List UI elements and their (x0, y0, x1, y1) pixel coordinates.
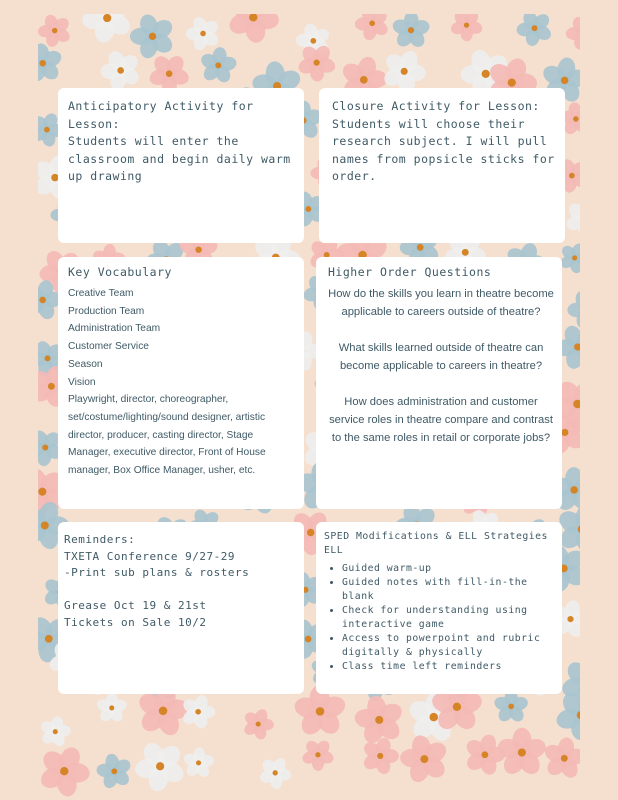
reminders-card (58, 522, 304, 694)
flower (96, 752, 133, 790)
flower (564, 199, 580, 238)
flower (242, 707, 274, 740)
sped-item: • Guided warm-up (342, 562, 554, 576)
flower (542, 736, 580, 780)
reminder-line (64, 582, 294, 599)
flower (258, 756, 292, 790)
reminder-line: TXETA Conference 9/27-29 (64, 549, 235, 563)
flower (182, 747, 215, 779)
vocabulary-title: Key Vocabulary (68, 265, 172, 279)
vocabulary-term: Production Team (68, 305, 145, 317)
flower (38, 42, 64, 84)
vocabulary-roles: Playwright, director, choreographer, set/costume/lighting/sound designer, artistic director, producer, casting director, Stage Manager, executive director, Front of House manager, Box Office Manager, usher, etc. (68, 394, 266, 477)
higher-order-questions-card (316, 257, 562, 509)
anticipatory-activity-card (58, 88, 304, 243)
flower (226, 14, 280, 44)
question-item: How do the skills you learn in theatre become applicable to careers outside of theatre? (328, 288, 554, 318)
flower (301, 738, 335, 771)
flower (199, 46, 238, 85)
closure-title: Closure Activity for Lesson: (332, 99, 540, 113)
vocabulary-term: Creative Team (68, 288, 134, 299)
reminders-title: Reminders: (64, 533, 136, 546)
anticipatory-title: Anticipatory Activity for Lesson: (68, 99, 254, 131)
flower (495, 728, 548, 779)
flower (130, 14, 176, 61)
flower (134, 739, 187, 792)
reminder-line: Grease Oct 19 & 21st (64, 599, 207, 612)
vocabulary-list (68, 285, 296, 391)
flower (38, 14, 72, 48)
flower (463, 733, 505, 777)
flower (361, 736, 399, 776)
sped-title: SPED Modifications & ELL Strategies ELL (324, 531, 548, 556)
question-item: What skills learned outside of theatre can become applicable to careers in theatre? (338, 342, 544, 372)
sped-item: • Guided notes with fill-in-the blank (342, 576, 554, 604)
flower (493, 689, 530, 724)
flower (81, 14, 134, 45)
closure-body: Students will choose their research subject. I will pull names from popsicle sticks for order. (332, 116, 555, 183)
flower (399, 733, 449, 785)
flower (391, 14, 432, 50)
flower (449, 14, 484, 41)
flower (186, 15, 221, 52)
flower (38, 744, 91, 798)
sped-item: • Access to powerpoint and rubric digitally & physically (342, 632, 554, 660)
flower (100, 49, 142, 92)
reminder-line: -Print sub plans & rosters (64, 566, 250, 579)
flower (354, 694, 406, 746)
question-item: How does administration and customer service roles in theatre compare and contrast to the same roles in retail or corporate jobs? (329, 396, 553, 444)
vocabulary-term: Administration Team (68, 323, 161, 335)
flower (354, 14, 390, 42)
flower (554, 689, 580, 740)
sped-item: • Check for understanding using interactive game (342, 604, 554, 632)
flower (516, 14, 554, 47)
sped-list (324, 562, 554, 674)
anticipatory-body: Students will enter the classroom and begin daily warm up drawing (68, 134, 291, 183)
flower (567, 289, 580, 330)
sped-ell-card (316, 522, 562, 694)
vocabulary-term: Season (68, 358, 103, 370)
sped-item: • Class time left reminders (342, 660, 554, 674)
vocabulary-term: Customer Service (68, 341, 149, 353)
questions-title: Higher Order Questions (328, 265, 492, 279)
key-vocabulary-card (58, 257, 304, 509)
closure-activity-card (319, 88, 565, 243)
vocabulary-term: Vision (68, 376, 96, 388)
flower (566, 15, 580, 51)
flower (39, 715, 71, 748)
reminder-line: Tickets on Sale 10/2 (64, 615, 207, 629)
flower (95, 692, 128, 724)
